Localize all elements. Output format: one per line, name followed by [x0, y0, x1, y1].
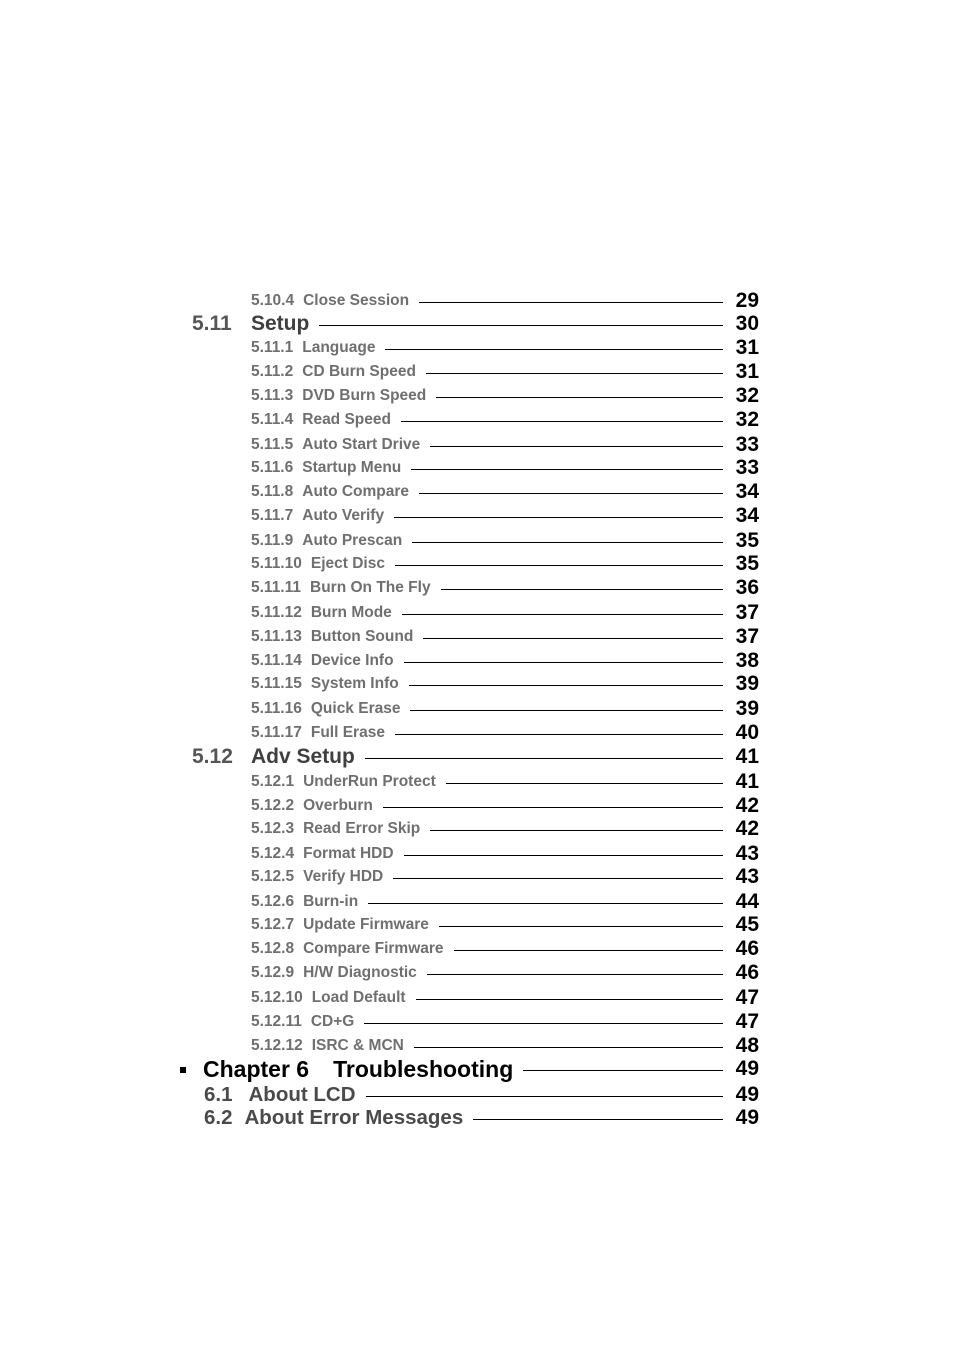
- toc-leader-line: [393, 878, 723, 879]
- toc-page-number: 37: [735, 601, 759, 624]
- toc-entry-5-11-7[interactable]: [251, 505, 759, 527]
- toc-leader-line: [412, 542, 723, 543]
- toc-leader-line: [419, 302, 723, 303]
- toc-entry-number: 5.11.7: [251, 507, 294, 524]
- toc-entry-number: 5.12.5: [251, 868, 295, 885]
- toc-leader-line: [385, 349, 723, 350]
- toc-entry-5-11-13[interactable]: [251, 626, 759, 648]
- toc-entry-title: UnderRun Protect: [303, 773, 436, 790]
- toc-leader-line: [436, 397, 723, 398]
- toc-page-number: 33: [735, 456, 759, 479]
- toc-leader-line: [419, 493, 723, 494]
- toc-entry-5-11-14[interactable]: [251, 650, 759, 672]
- toc-entry-number: 5.11.8: [251, 483, 294, 500]
- toc-entry-title: Auto Prescan: [302, 532, 403, 549]
- toc-entry-5-12-9[interactable]: [251, 962, 759, 984]
- toc-entry-5-11-16[interactable]: [251, 698, 759, 720]
- toc-entry-number: 5.11.15: [251, 675, 302, 692]
- toc-leader-line: [365, 758, 723, 759]
- toc-page-number: 42: [735, 794, 759, 817]
- toc-leader-line: [439, 926, 723, 927]
- toc-entry-title: Quick Erase: [310, 700, 401, 717]
- toc-entry-chapter-6[interactable]: [180, 1055, 759, 1083]
- toc-entry-number: 5.11.17: [251, 724, 302, 741]
- toc-entry-5-12-4[interactable]: [251, 843, 759, 865]
- toc-leader-line: [416, 999, 723, 1000]
- toc-leader-line: [366, 1096, 723, 1097]
- toc-page-number: 33: [735, 433, 759, 456]
- toc-entry-title: Setup: [251, 312, 310, 335]
- toc-leader-line: [446, 783, 723, 784]
- toc-entry-title: DVD Burn Speed: [302, 387, 427, 404]
- toc-entry-number: 5.11: [192, 312, 232, 335]
- bullet-icon: [180, 1067, 186, 1073]
- toc-entry-5-11-1[interactable]: [251, 337, 759, 359]
- toc-page-number: 49: [735, 1057, 759, 1080]
- toc-page-number: 46: [735, 961, 759, 984]
- toc-page-number: 44: [735, 890, 759, 913]
- toc-leader-line: [423, 638, 723, 639]
- toc-entry-title: Full Erase: [310, 724, 385, 741]
- toc-entry-5-12-2[interactable]: [251, 795, 759, 817]
- toc-leader-line: [319, 325, 723, 326]
- toc-page-number: 41: [735, 745, 759, 768]
- toc-entry-title: Language: [302, 339, 376, 356]
- toc-entry-title: Read Speed: [302, 411, 391, 428]
- toc-entry-title: Eject Disc: [310, 555, 385, 572]
- toc-entry-5-12[interactable]: [192, 745, 759, 769]
- toc-entry-title: Burn On The Fly: [310, 579, 431, 596]
- toc-entry-5-12-7[interactable]: [251, 914, 759, 936]
- toc-entry-title: Device Info: [310, 652, 394, 669]
- toc-page-number: 38: [735, 649, 759, 672]
- toc-entry-number: 5.12.7: [251, 916, 295, 933]
- toc-page-number: 29: [735, 289, 759, 312]
- toc-entry-number: 5.11.9: [251, 532, 294, 549]
- toc-leader-line: [430, 830, 723, 831]
- toc-entry-number: 5.11.12: [251, 604, 302, 621]
- toc-entry-number: 5.12.2: [251, 797, 295, 814]
- toc-page-number: 35: [735, 552, 759, 575]
- toc-entry-title: Burn Mode: [310, 604, 392, 621]
- toc-entry-title: Auto Compare: [302, 483, 410, 500]
- toc-entry-5-12-12[interactable]: [251, 1035, 759, 1057]
- toc-entry-5-11-9[interactable]: [251, 530, 759, 552]
- toc-entry-5-11-11[interactable]: [251, 577, 759, 599]
- toc-entry-number: 5.12.6: [251, 893, 295, 910]
- toc-page-number: 49: [735, 1083, 759, 1106]
- toc-leader-line: [523, 1070, 723, 1071]
- toc-page-number: 34: [735, 504, 759, 527]
- toc-page-number: 45: [735, 913, 759, 936]
- toc-entry-5-11-15[interactable]: [251, 673, 759, 695]
- toc-leader-line: [409, 685, 723, 686]
- toc-page-number: 30: [735, 312, 759, 335]
- toc-entry-title: Auto Start Drive: [302, 436, 421, 453]
- toc-entry-5-12-8[interactable]: [251, 938, 759, 960]
- toc-leader-line: [404, 855, 723, 856]
- toc-entry-number: 6.2: [204, 1106, 233, 1129]
- toc-entry-title: ISRC & MCN: [311, 1037, 404, 1054]
- toc-entry-5-11-5[interactable]: [251, 434, 759, 456]
- toc-leader-line: [414, 1047, 723, 1048]
- toc-entry-title: H/W Diagnostic: [303, 964, 417, 981]
- toc-entry-title: About Error Messages: [244, 1106, 464, 1129]
- toc-entry-number: 5.11.2: [251, 363, 294, 380]
- toc-entry-title: CD+G: [310, 1013, 355, 1030]
- toc-page-number: 37: [735, 625, 759, 648]
- toc-page-number: 36: [735, 576, 759, 599]
- toc-leader-line: [401, 421, 723, 422]
- toc-entry-5-11-6[interactable]: [251, 457, 759, 479]
- toc-entry-5-12-3[interactable]: [251, 818, 759, 840]
- toc-entry-title: Troubleshooting: [333, 1055, 514, 1082]
- toc-entry-title: CD Burn Speed: [302, 363, 416, 380]
- toc-entry-5-11-10[interactable]: [251, 553, 759, 575]
- toc-entry-number: 5.12.11: [251, 1013, 302, 1030]
- toc-leader-line: [430, 446, 723, 447]
- toc-leader-line: [411, 469, 723, 470]
- toc-entry-title: System Info: [310, 675, 399, 692]
- toc-page-number: 31: [735, 360, 759, 383]
- toc-page-number: 32: [735, 408, 759, 431]
- toc-entry-5-12-5[interactable]: [251, 866, 759, 888]
- toc-entry-title: Startup Menu: [302, 459, 402, 476]
- toc-page-number: 40: [735, 721, 759, 744]
- toc-leader-line: [395, 734, 723, 735]
- toc-entry-5-11[interactable]: [192, 312, 759, 336]
- toc-page-number: 47: [735, 1010, 759, 1033]
- toc-leader-line: [410, 710, 723, 711]
- toc-entry-title: Overburn: [303, 797, 373, 814]
- toc-entry-title: Auto Verify: [302, 507, 385, 524]
- toc-entry-title: Load Default: [311, 989, 406, 1006]
- toc-page-number: 42: [735, 817, 759, 840]
- toc-leader-line: [473, 1119, 723, 1120]
- toc-entry-number: 6.1: [204, 1083, 233, 1106]
- toc-entry-5-11-17[interactable]: [251, 722, 759, 744]
- toc-entry-number: 5.11.3: [251, 387, 294, 404]
- toc-entry-number: Chapter 6: [203, 1055, 310, 1082]
- toc-leader-line: [426, 373, 723, 374]
- toc-leader-line: [454, 950, 723, 951]
- toc-page-number: 35: [735, 529, 759, 552]
- toc-entry-5-12-10[interactable]: [251, 987, 759, 1009]
- toc-entry-number: 5.12.3: [251, 820, 295, 837]
- toc-entry-title: Adv Setup: [251, 745, 355, 768]
- toc-entry-5-11-2[interactable]: [251, 361, 759, 383]
- toc-entry-number: 5.12.8: [251, 940, 295, 957]
- toc-entry-title: Burn-in: [303, 893, 359, 910]
- toc-page-number: 48: [735, 1034, 759, 1057]
- toc-entry-6-2[interactable]: [204, 1106, 759, 1130]
- toc-entry-5-11-3[interactable]: [251, 385, 759, 407]
- toc-entry-number: 5.11.10: [251, 555, 302, 572]
- toc-page-number: 47: [735, 986, 759, 1009]
- toc-entry-number: 5.12.10: [251, 989, 303, 1006]
- toc-entry-number: 5.12.12: [251, 1037, 303, 1054]
- toc-entry-number: 5.11.16: [251, 700, 302, 717]
- toc-entry-5-12-11[interactable]: [251, 1011, 759, 1033]
- toc-entry-5-12-6[interactable]: [251, 891, 759, 913]
- toc-page-number: 39: [735, 697, 759, 720]
- toc-entry-number: 5.11.1: [251, 339, 294, 356]
- toc-entry-title: Update Firmware: [303, 916, 429, 933]
- toc-page-number: 34: [735, 480, 759, 503]
- toc-page-number: 31: [735, 336, 759, 359]
- toc-entry-number: 5.12.1: [251, 773, 295, 790]
- toc-entry-title: Format HDD: [303, 845, 394, 862]
- toc-entry-5-12-1[interactable]: [251, 771, 759, 793]
- toc-leader-line: [394, 517, 723, 518]
- toc-entry-number: 5.11.5: [251, 436, 294, 453]
- toc-leader-line: [427, 974, 723, 975]
- toc-leader-line: [441, 589, 723, 590]
- toc-entry-number: 5.11.6: [251, 459, 294, 476]
- toc-leader-line: [364, 1023, 723, 1024]
- toc-leader-line: [383, 807, 723, 808]
- toc-entry-number: 5.12: [192, 745, 233, 768]
- toc-entry-5-11-12[interactable]: [251, 602, 759, 624]
- toc-entry-5-11-4[interactable]: [251, 409, 759, 431]
- toc-page-number: 49: [735, 1106, 759, 1129]
- toc-page-number: 46: [735, 937, 759, 960]
- toc-page-number: 39: [735, 672, 759, 695]
- toc-entry-6-1[interactable]: [204, 1083, 759, 1107]
- toc-entry-number: 5.11.14: [251, 652, 302, 669]
- toc-page-number: 43: [735, 865, 759, 888]
- toc-entry-title: Close Session: [303, 292, 410, 309]
- toc-page-number: 41: [735, 770, 759, 793]
- toc-entry-title: Compare Firmware: [303, 940, 444, 957]
- toc-entry-number: 5.11.13: [251, 628, 302, 645]
- toc-leader-line: [368, 903, 723, 904]
- toc-entry-number: 5.12.4: [251, 845, 295, 862]
- toc-leader-line: [395, 565, 723, 566]
- toc-page-number: 32: [735, 384, 759, 407]
- toc-entry-title: Read Error Skip: [303, 820, 421, 837]
- toc-leader-line: [402, 614, 723, 615]
- toc-entry-title: Verify HDD: [303, 868, 384, 885]
- toc-page-number: 43: [735, 842, 759, 865]
- toc-entry-title: About LCD: [248, 1083, 356, 1106]
- toc-leader-line: [404, 662, 723, 663]
- toc-entry-5-11-8[interactable]: [251, 481, 759, 503]
- toc-entry-number: 5.11.4: [251, 411, 294, 428]
- toc-entry-number: 5.12.9: [251, 964, 295, 981]
- toc-entry-5-10-4[interactable]: [251, 290, 759, 312]
- toc-entry-number: 5.11.11: [251, 579, 302, 596]
- toc-entry-number: 5.10.4: [251, 292, 295, 309]
- toc-entry-title: Button Sound: [310, 628, 414, 645]
